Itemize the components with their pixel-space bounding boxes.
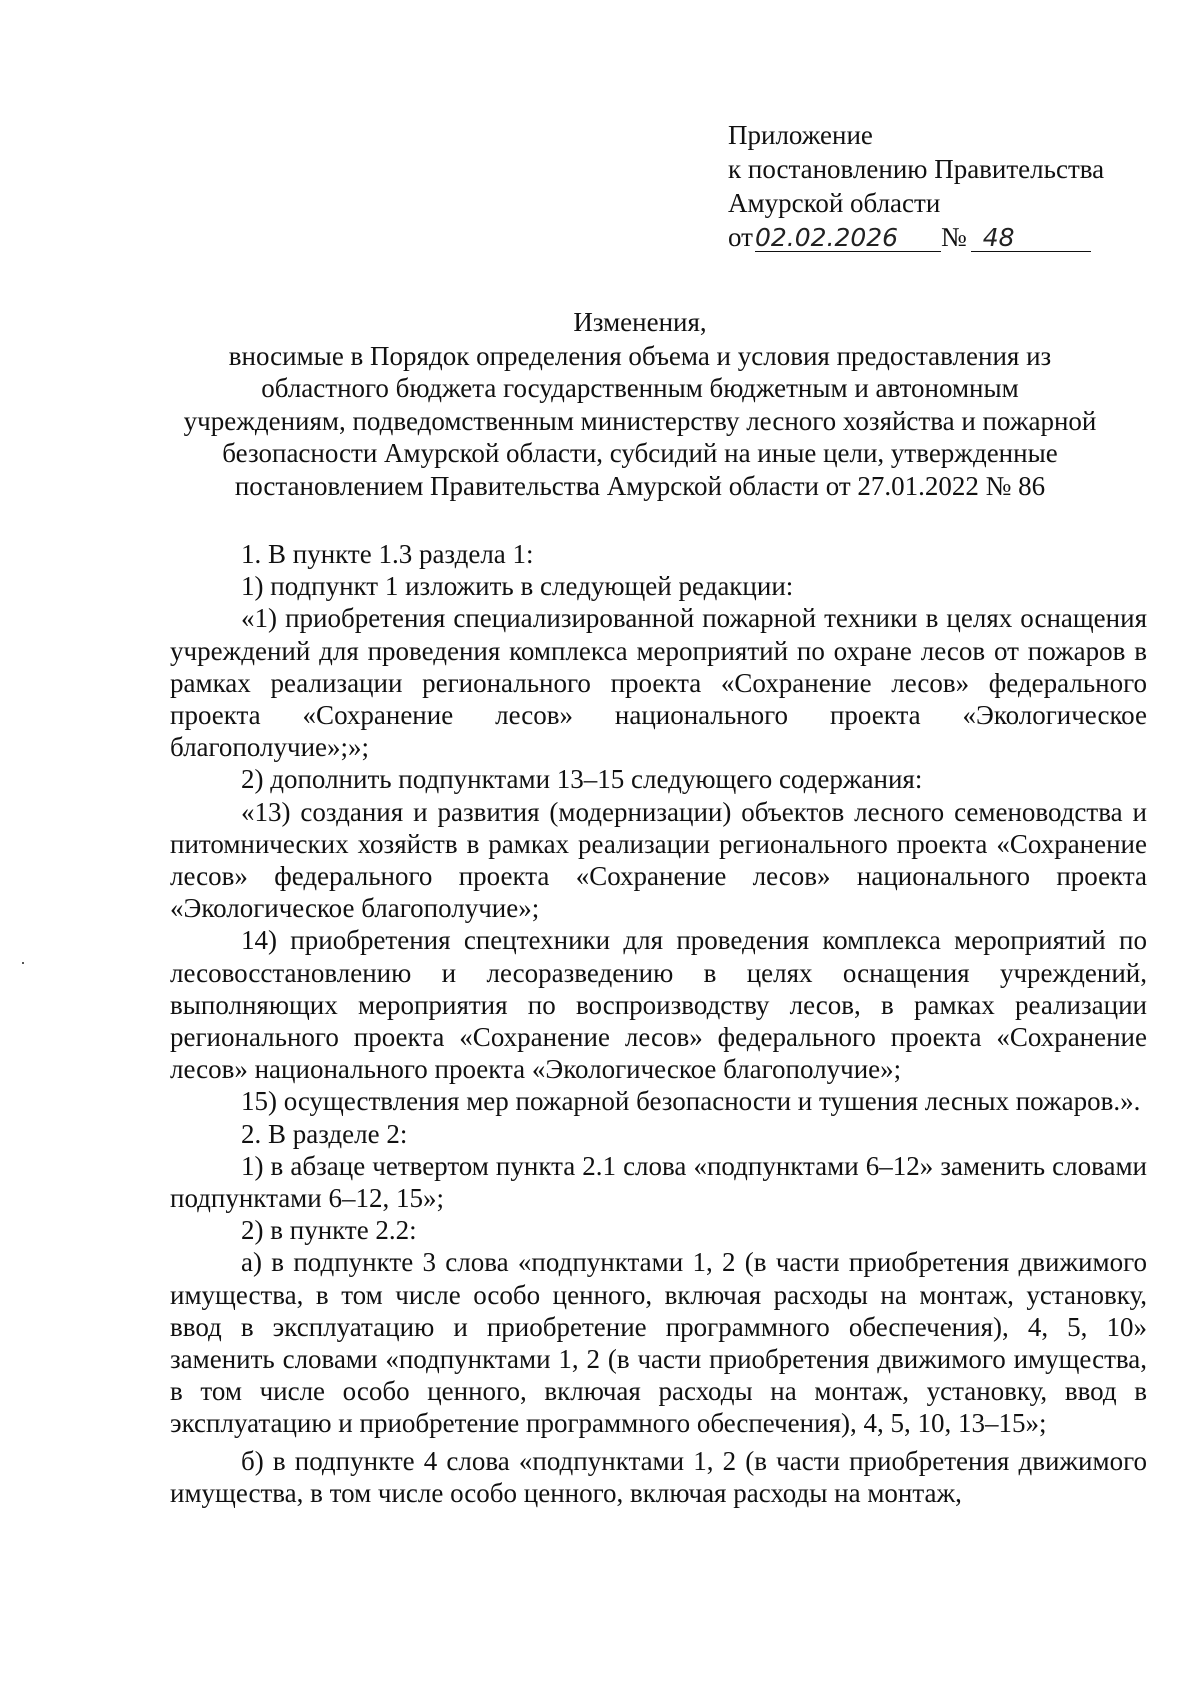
handwritten-date: 02.02.2026	[754, 223, 899, 252]
handwritten-number: 48	[982, 223, 1015, 252]
title-heading: Изменения,	[573, 307, 707, 337]
number-sign: №	[940, 222, 967, 252]
paragraph: 2. В разделе 2:	[241, 1118, 408, 1149]
paragraph: «13) создания и развития (модернизации) объектов лесного семеноводства и питомнических хозяйств в рамках реализации регионального проекта «Сохранение лесов» федерального проекта «Сохранение лесов» национального проекта «Экологическое благополучие»;	[170, 796, 1147, 924]
appendix-resolution-line: к постановлению Правительства	[728, 154, 1105, 184]
document-body	[170, 538, 1147, 1509]
appendix-region-line: Амурской области	[728, 188, 941, 218]
title-line: учреждениям, подведомственным министерству лесного хозяйства и пожарной	[183, 405, 1097, 436]
paragraph: а) в подпункте 3 слова «подпунктами 1, 2 (в части приобретения движимого имущества, в том числе особо ценного, включая расходы на монтаж, установку, ввод в эксплуатацию и приобретение программного обеспечения), 4, 5, 10» заменить словами «подпунктами 1, 2 (в части приобретения движимого имущества, в том числе особо ценного, включая расходы на монтаж, установку, ввод в эксплуатацию и приобретение программного обеспечения), 4, 5, 10, 13–15»;	[170, 1247, 1147, 1439]
appendix-title: Приложение	[728, 120, 873, 150]
date-field	[755, 224, 941, 252]
paragraph: 1. В пункте 1.3 раздела 1:	[241, 539, 534, 569]
paragraph: 1) в абзаце четвертом пункта 2.1 слова «подпунктами 6–12» заменить словами подпунктами 6–12, 15»;	[170, 1150, 1147, 1214]
paragraph: 15) осуществления мер пожарной безопасности и тушения лесных пожаров.».	[241, 1086, 1141, 1117]
paragraph: б) в подпункте 4 слова «подпунктами 1, 2 (в части приобретения движимого имущества, в том числе особо ценного, включая расходы на монтаж,	[170, 1445, 1147, 1508]
scan-speck	[22, 962, 24, 964]
title-line: безопасности Амурской области, субсидий на иные цели, утвержденные	[222, 438, 1058, 468]
paragraph: 14) приобретения спецтехники для проведения комплекса мероприятий по лесовосстановлению и лесоразведению в целях оснащения учреждений, выполняющих мероприятия по воспроизводству лесов, в рамках реализации регионального проекта «Сохранение лесов» федерального проекта «Сохранение лесов» национального проекта «Экологическое благополучие»;	[170, 925, 1147, 1085]
paragraph: 1) подпункт 1 изложить в следующей редакции:	[241, 571, 794, 602]
paragraph: 2) дополнить подпунктами 13–15 следующего содержания:	[241, 764, 923, 795]
document-title	[140, 306, 1140, 502]
title-line: областного бюджета государственным бюджетным и автономным	[261, 373, 1019, 403]
title-line: вносимые в Порядок определения объема и условия предоставления из	[228, 340, 1052, 371]
appendix-header	[728, 118, 1104, 254]
title-line: постановлением Правительства Амурской области от 27.01.2022 № 86	[234, 470, 1046, 501]
number-field	[971, 224, 1091, 252]
paragraph: «1) приобретения специализированной пожарной техники в целях оснащения учреждений для проведения комплекса мероприятий по охране лесов от пожаров в рамках реализации регионального проекта «Сохранение лесов» федерального проекта «Сохранение лесов» национального проекта «Экологическое благополучие»;»;	[170, 603, 1147, 763]
appendix-date-number-line	[728, 220, 1104, 254]
date-prefix: от	[728, 222, 753, 252]
paragraph: 2) в пункте 2.2:	[241, 1215, 417, 1246]
